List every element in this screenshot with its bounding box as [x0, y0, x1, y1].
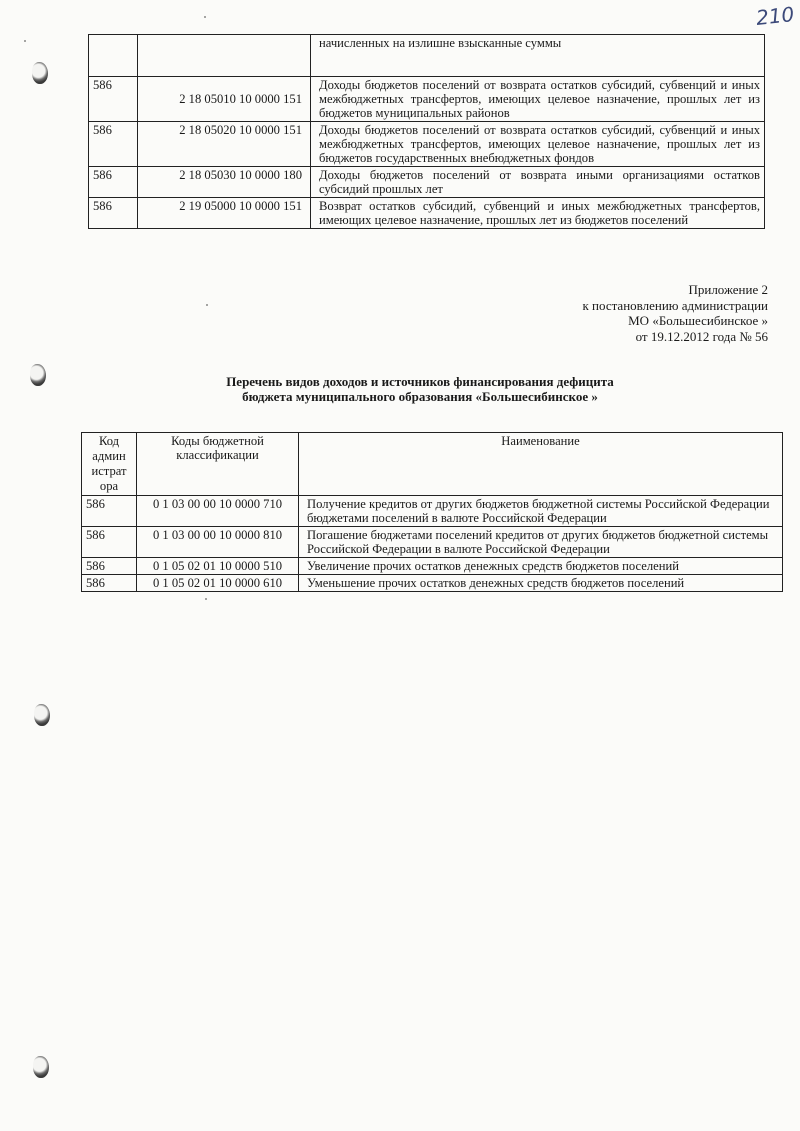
- appendix-label: Приложение 2: [688, 282, 768, 297]
- deficit-financing-table: [81, 432, 783, 592]
- resolution-label: к постановлению администрации: [582, 297, 768, 313]
- table-row: [89, 198, 765, 229]
- admin-code-cell: 586: [82, 575, 137, 592]
- budget-code-header: Коды бюджетной классификации: [137, 433, 299, 496]
- budget-code-cell: 0 1 05 02 01 10 0000 510: [137, 558, 299, 575]
- budget-code-cell: 0 1 03 00 00 10 0000 710: [137, 496, 299, 527]
- table-row: [89, 35, 765, 77]
- admin-code-cell: 586: [89, 198, 138, 229]
- name-cell: Погашение бюджетами поселений кредитов от других бюджетов бюджетной системы Российской Федерации в валюте Российской Федерации: [299, 527, 783, 558]
- name-cell: Получение кредитов от других бюджетов бюджетной системы Российской Федерации бюджетами поселений в валюте Российской Федерации: [299, 496, 783, 527]
- table-row: [82, 527, 783, 558]
- heading-line-1: Перечень видов доходов и источников финансирования дефицита: [226, 374, 614, 389]
- table-row: [82, 496, 783, 527]
- punch-hole: [33, 1056, 49, 1078]
- budget-code-cell: 0 1 03 00 00 10 0000 810: [137, 527, 299, 558]
- name-cell: Доходы бюджетов поселений от возврата остатков субсидий, субвенций и иных межбюджетных трансфертов, имеющих целевое назначение, прошлых лет из бюджетов государственных внебюджетных фондов: [311, 122, 765, 167]
- speck: [204, 16, 206, 18]
- table-row: [82, 575, 783, 592]
- budget-code-cell: [138, 77, 311, 122]
- admin-code-cell: 586: [82, 558, 137, 575]
- table-header-row: [82, 433, 783, 496]
- name-header: Наименование: [299, 433, 783, 496]
- resolution-date: от 19.12.2012 года № 56: [635, 328, 768, 344]
- admin-code-header: Код админ истрат ора: [82, 433, 137, 496]
- budget-code-cell: [138, 35, 311, 77]
- document-heading: [140, 374, 700, 404]
- name-cell: начисленных на излишне взысканные суммы: [311, 35, 765, 77]
- admin-code-cell: 586: [82, 496, 137, 527]
- punch-hole: [32, 62, 48, 84]
- budget-code-cell: 2 18 05020 10 0000 151: [138, 122, 311, 167]
- municipality-label: МО «Большесибинское »: [628, 313, 768, 328]
- admin-code-cell: 586: [82, 527, 137, 558]
- name-cell: Увеличение прочих остатков денежных средств бюджетов поселений: [299, 558, 783, 575]
- punch-hole: [30, 364, 46, 386]
- speck: [206, 304, 208, 306]
- admin-code-cell: [89, 35, 138, 77]
- heading-line-2: бюджета муниципального образования «Большесибинское »: [242, 389, 598, 404]
- budget-code-cell: 0 1 05 02 01 10 0000 610: [137, 575, 299, 592]
- table-row: [89, 122, 765, 167]
- name-cell: Возврат остатков субсидий, субвенций и иных межбюджетных трансфертов, имеющих целевое назначение, прошлых лет из бюджетов поселений: [311, 198, 765, 229]
- name-cell: Доходы бюджетов поселений от возврата остатков субсидий, субвенций и иных межбюджетных трансфертов, имеющих целевое назначение, прошлых лет из бюджетов муниципальных районов: [311, 77, 765, 122]
- table-row: [89, 77, 765, 122]
- admin-code-cell: 586: [89, 122, 138, 167]
- revenue-codes-table-continued: [88, 34, 765, 229]
- admin-code-cell: 586: [89, 167, 138, 198]
- budget-code-cell: 2 18 05030 10 0000 180: [138, 167, 311, 198]
- approval-block: [520, 282, 768, 344]
- name-cell: Уменьшение прочих остатков денежных средств бюджетов поселений: [299, 575, 783, 592]
- page-number: 210: [754, 2, 796, 30]
- budget-code: 2 18 05010 10 0000 151: [179, 92, 302, 106]
- admin-code-cell: 586: [89, 77, 138, 122]
- table-row: [89, 167, 765, 198]
- budget-code-cell: 2 19 05000 10 0000 151: [138, 198, 311, 229]
- punch-hole: [34, 704, 50, 726]
- table-row: [82, 558, 783, 575]
- speck: [205, 598, 207, 600]
- speck: [24, 40, 26, 42]
- name-cell: Доходы бюджетов поселений от возврата иными организациями остатков субсидий прошлых лет: [311, 167, 765, 198]
